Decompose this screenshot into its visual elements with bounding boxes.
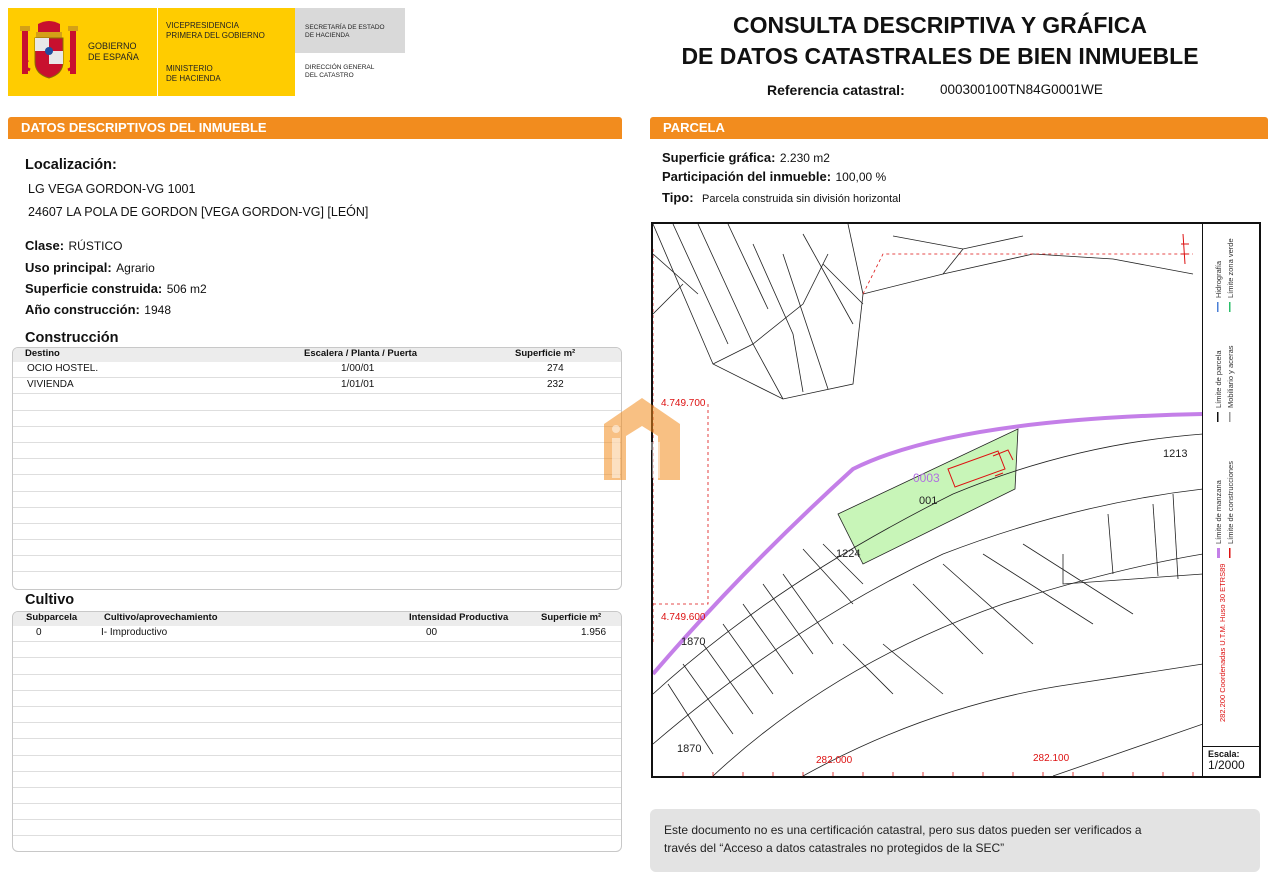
disclaimer-note <box>650 809 1260 872</box>
legend-mobiliario: Mobiliario y aceras <box>1226 345 1235 408</box>
north-marker <box>1181 234 1189 264</box>
participacion-row <box>662 168 886 186</box>
table-row-empty <box>13 756 621 772</box>
table-header <box>13 612 621 626</box>
refcat-value: 000300100TN84G0001WE <box>940 82 1103 97</box>
escala-label: Escala: <box>1208 749 1240 759</box>
clase-row <box>25 237 122 255</box>
tipo-value: Parcela construida sin división horizontal <box>701 193 901 205</box>
escala-box <box>1202 746 1261 778</box>
label-y1: 4.749.700 <box>661 398 706 409</box>
label-1224: 1224 <box>836 548 861 560</box>
section-rule <box>650 137 1268 139</box>
table-row-empty <box>13 772 621 788</box>
uso-label: Uso principal: <box>25 260 112 275</box>
legend-limite-manzana: Límite de manzana <box>1214 480 1223 544</box>
table-row-empty <box>13 788 621 804</box>
anio-row <box>25 301 171 319</box>
note-line1: Este documento no es una certificación catastral, pero sus datos pueden ser verificados a <box>664 823 1142 837</box>
superficie-row <box>25 280 207 298</box>
table-row-empty <box>13 411 621 427</box>
table-row-empty <box>13 540 621 556</box>
section-header-parcela: PARCELA <box>650 117 1268 139</box>
road-line <box>653 414 1203 674</box>
table-row-empty <box>13 443 621 459</box>
table-row-empty <box>13 427 621 443</box>
label-x2: 282.100 <box>1033 753 1070 764</box>
col-superficie: Superficie m² <box>515 348 576 359</box>
address-line1: LG VEGA GORDON-VG 1001 <box>28 182 196 196</box>
table-row-empty <box>13 508 621 524</box>
uso-value: Agrario <box>116 261 155 275</box>
col-destino: Destino <box>25 348 60 359</box>
map-drawing <box>653 224 1203 776</box>
label-001: 001 <box>919 495 938 507</box>
table-row-empty <box>13 820 621 836</box>
section-rule <box>8 137 622 139</box>
table-row: OCIO HOSTEL. 1/00/01 274 <box>13 362 621 378</box>
cultivo-title: Cultivo <box>25 592 75 608</box>
col-escalera: Escalera / Planta / Puerta <box>304 348 418 359</box>
table-row-empty <box>13 572 621 588</box>
table-row-empty <box>13 492 621 508</box>
legend-limite-parcela: Límite de parcela <box>1214 350 1223 408</box>
label-1870b: 1870 <box>677 743 702 755</box>
parcel-lines-north <box>653 224 1193 399</box>
page-title: CONSULTA DESCRIPTIVA Y GRÁFICA DE DATOS CATASTRALES DE BIEN INMUEBLE <box>681 12 1199 69</box>
col-cultivo: Cultivo/aprovechamiento <box>104 612 218 623</box>
table-row-empty <box>13 691 621 707</box>
refcat-label: Referencia catastral: <box>767 82 905 98</box>
ministerio-text: MINISTERIO DE HACIENDA <box>166 64 221 83</box>
table-row-empty <box>13 836 621 852</box>
construccion-title: Construcción <box>25 330 119 346</box>
anio-value: 1948 <box>144 303 171 317</box>
sup-grafica-value: 2.230 m2 <box>779 151 830 165</box>
table-header <box>13 348 621 362</box>
table-row: 0 I- Improductivo 00 1.956 <box>13 626 621 642</box>
table-row-empty <box>13 459 621 475</box>
table-row-empty <box>13 475 621 491</box>
table-row: VIVIENDA 1/01/01 232 <box>13 378 621 394</box>
cadastral-map[interactable] <box>651 222 1261 778</box>
clase-label: Clase: <box>25 238 65 253</box>
superficie-label: Superficie construida: <box>25 281 163 296</box>
cultivo-table <box>12 611 622 852</box>
col-subparcela: Subparcela <box>26 612 78 623</box>
clase-value: RÚSTICO <box>68 239 123 253</box>
table-row-empty <box>13 707 621 723</box>
legend-zona-verde: Límite zona verde <box>1226 238 1235 298</box>
direccion-text: DIRECCIÓN GENERAL DEL CATASTRO <box>305 64 375 79</box>
coat-of-arms-icon <box>18 20 80 84</box>
table-row-empty <box>13 556 621 572</box>
anio-label: Año construcción: <box>25 302 140 317</box>
table-row-empty <box>13 723 621 739</box>
participacion-value: 100,00 % <box>835 170 887 184</box>
legend-hidrografia: Hidrografía <box>1214 260 1223 298</box>
construccion-table <box>12 347 622 590</box>
sup-grafica-row <box>662 149 830 167</box>
table-row-empty <box>13 658 621 674</box>
sup-grafica-label: Superficie gráfica: <box>662 150 776 165</box>
coords-note: 282.200 Coordenadas U.T.M. Huso 30 ETRS89 <box>1218 563 1227 722</box>
table-row-empty <box>13 804 621 820</box>
axis-ticks <box>683 772 1193 776</box>
tipo-row <box>662 189 901 207</box>
table-row-empty <box>13 739 621 755</box>
uso-row <box>25 259 155 277</box>
table-row-empty <box>13 394 621 410</box>
participacion-label: Participación del inmueble: <box>662 169 832 184</box>
label-x1: 282.000 <box>816 755 853 766</box>
vicepresidencia-text: VICEPRESIDENCIA PRIMERA DEL GOBIERNO <box>166 21 265 40</box>
col-intensidad: Intensidad Productiva <box>409 612 509 623</box>
label-y2: 4.749.600 <box>661 612 706 623</box>
localizacion-label: Localización: <box>25 157 117 173</box>
table-row-empty <box>13 675 621 691</box>
col-superficie: Superficie m² <box>541 612 602 623</box>
logo-divider <box>157 8 158 96</box>
superficie-value: 506 m2 <box>166 282 207 296</box>
secretaria-text: SECRETARÍA DE ESTADO DE HACIENDA <box>305 24 385 39</box>
tipo-label: Tipo: <box>662 190 694 205</box>
address-line2: 24607 LA POLA DE GORDON [VEGA GORDON-VG] [LEÓN] <box>28 205 369 219</box>
map-legend <box>1202 222 1261 746</box>
label-0003: 0003 <box>913 471 940 485</box>
label-1213: 1213 <box>1163 448 1188 460</box>
table-row-empty <box>13 524 621 540</box>
section-header-datos: DATOS DESCRIPTIVOS DEL INMUEBLE <box>8 117 622 139</box>
table-row-empty <box>13 642 621 658</box>
watermark-logo-icon <box>600 396 685 481</box>
note-line2: través del “Acceso a datos catastrales no protegidos de la SEC” <box>664 841 1005 855</box>
legend-limite-construcciones: Límite de construcciones <box>1226 461 1235 544</box>
legend-drawing <box>1203 222 1261 746</box>
escala-value: 1/2000 <box>1208 758 1245 772</box>
label-1870a: 1870 <box>681 636 706 648</box>
gobierno-text: GOBIERNO DE ESPAÑA <box>88 41 139 62</box>
